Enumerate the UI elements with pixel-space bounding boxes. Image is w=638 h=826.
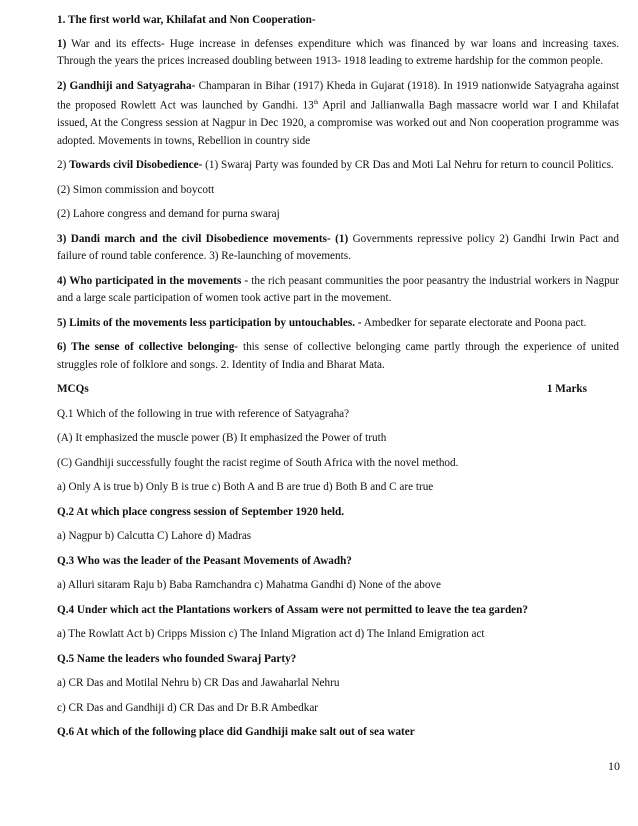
paragraph-1: 1) War and its effects- Huge increase in defenses expenditure which was financed by war loans and increasing taxes. Through the years the prices increased doubling between 1913- 1918 leading to extreme hardship for the common people. [57,37,619,67]
section-heading: 1. The first world war, Khilafat and Non Cooperation- [57,14,316,26]
paragraph-7: 6) The sense of collective belonging- this sense of collective belonging came partly through the experience of united struggles role of folklore and songs. 2. Identity of India and Bharat Mata. [57,341,619,371]
mcq-title: MCQs [57,383,89,396]
question-6: Q.6 At which of the following place did Gandhiji make salt out of sea water [57,726,415,739]
question-2-options: a) Nagpur b) Calcutta C) Lahore d) Madras [57,530,252,543]
question-3-options: a) Alluri sitaram Raju b) Baba Ramchandra c) Mahatma Gandhi d) None of the above [57,579,441,592]
paragraph-3: 2) Towards civil Disobedience- (1) Swaraj Party was founded by CR Das and Moti Lal Nehru for return to council Politics. [57,159,614,172]
question-2: Q.2 At which place congress session of September 1920 held. [57,505,345,518]
question-3: Q.3 Who was the leader of the Peasant Movements of Awadh? [57,554,352,567]
question-5-options-1: a) CR Das and Motilal Nehru b) CR Das and Jawaharlal Nehru [57,677,340,690]
question-4: Q.4 Under which act the Plantations workers of Assam were not permitted to leave the tea garden? [57,603,528,616]
question-5-options-2: c) CR Das and Gandhiji d) CR Das and Dr B.R Ambedkar [57,701,319,714]
question-1-options: a) Only A is true b) Only B is true c) Both A and B are true d) Both B and C are true [57,481,434,494]
document-page [57,12,619,749]
question-1-statements-ab: (A) It emphasized the muscle power (B) It emphasized the Power of truth [57,432,387,445]
paragraph-4: 3) Dandi march and the civil Disobedience movements- (1) Governments repressive policy 2) Gandhi Irwin Pact and failure of round table conference. 3) Re-launching of movements. [57,232,619,263]
paragraph-6: 5) Limits of the movements less participation by untouchables. - Ambedker for separate electorate and Poona pact. [57,316,587,329]
question-4-options: a) The Rowlatt Act b) Cripps Mission c) The Inland Migration act d) The Inland Emigration act [57,628,485,641]
question-5: Q.5 Name the leaders who founded Swaraj Party? [57,652,297,665]
question-1-statement-c: (C) Gandhiji successfully fought the racist regime of South Africa with the novel method. [57,456,459,469]
page-number: 10 [608,759,620,773]
paragraph-3-sub-1: (2) Simon commission and boycott [57,183,215,196]
mcq-marks: 1 Marks [546,383,587,396]
paragraph-3-sub-2: (2) Lahore congress and demand for purna swaraj [57,208,280,221]
mcq-header [57,381,619,399]
question-1: Q.1 Which of the following in true with reference of Satyagraha? [57,407,350,420]
paragraph-5: 4) Who participated in the movements - the rich peasant communities the poor peasantry the industrial workers in Nagpur and a large scale participation of women took active part in the movement. [57,274,619,305]
paragraph-2: 2) Gandhiji and Satyagraha- Champaran in Bihar (1917) Kheda in Gujarat (1918). In 1919 nationwide Satyagraha against the proposed Rowlett Act was launched by Gandhi. 13th April and Jallianwalla Bagh massacre world war I and Khilafat issued, At the Congress session at Nagpur in Dec 1920, a compromise was worked out and Non cooperation programme was adopted. Movements in towns, Rebellion in country side [57,79,619,147]
